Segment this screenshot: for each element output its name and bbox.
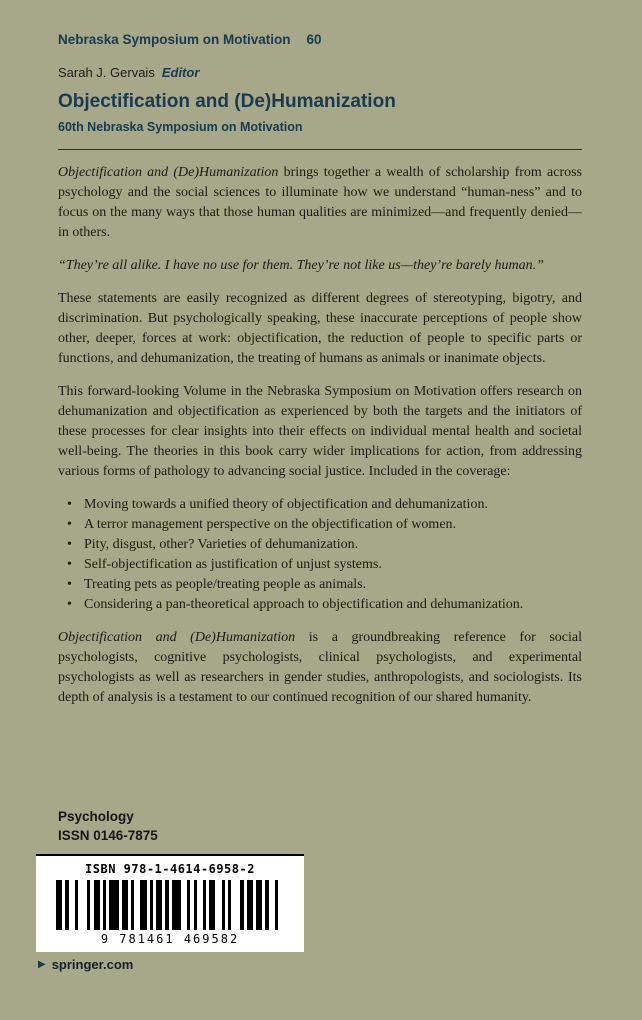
author-name: Sarah J. Gervais: [58, 65, 155, 80]
list-item-text: Considering a pan-theoretical approach to objectification and dehumanization.: [84, 596, 524, 612]
isbn-barcode-box: [36, 854, 304, 952]
title-mention: Objectification and (De)Humanization: [58, 629, 296, 645]
blurb-paragraph-1: [58, 163, 582, 243]
list-item: [58, 595, 582, 615]
epigraph-quote: “They’re all alike. I have no use for them. They’re not like us—they’re barely human.”: [58, 257, 544, 273]
list-item: [58, 495, 582, 515]
list-item-text: Self-objectification as justification of unjust systems.: [84, 556, 382, 572]
coverage-list: [58, 495, 582, 615]
list-item: [58, 535, 582, 555]
list-item-text: A terror management perspective on the objectification of women.: [84, 516, 457, 532]
barcode: [56, 880, 284, 930]
paragraph-text: is a groundbreaking reference for social psychologists, cognitive psychologists, clinical psychologists, and experimental psychologists as well as researchers in gender studies, anthropologists, and sociologists. Its depth of analysis is a testament to our continued recognition of our shared humanity.: [58, 629, 582, 705]
series-title: Nebraska Symposium on Motivation: [58, 32, 291, 47]
bullet-icon: •: [67, 516, 72, 532]
bullet-icon: •: [67, 496, 72, 512]
list-item: [58, 575, 582, 595]
list-item-text: Treating pets as people/treating people as animals.: [84, 576, 367, 592]
author-role: Editor: [161, 65, 200, 80]
publisher-url: springer.com: [51, 957, 134, 972]
publisher-line: [38, 957, 133, 972]
series-number: 60: [306, 32, 322, 47]
list-item: [58, 515, 582, 535]
bullet-icon: •: [67, 576, 72, 592]
blurb-paragraph-3: This forward-looking Volume in the Nebraska Symposium on Motivation offers research on dehumanization and objectification as experienced by both the targets and the initiators of these processes for clear insights into their effects on individual mental health and societal well-being. The theories in this book carry wider implications for action, from addressing various forms of pathology to advancing social justice. Included in the coverage:: [58, 383, 582, 479]
issn-number: ISSN 0146-7875: [58, 828, 158, 843]
book-subtitle: 60th Nebraska Symposium on Motivation: [58, 119, 303, 134]
book-title: Objectification and (De)Humanization: [58, 91, 396, 112]
list-item-text: Pity, disgust, other? Varieties of dehumanization.: [84, 536, 359, 552]
bullet-icon: •: [67, 556, 72, 572]
isbn-digits: 9 781461 469582: [100, 932, 240, 946]
divider-rule: [58, 149, 582, 150]
list-item: [58, 555, 582, 575]
blurb-paragraph-4: [58, 628, 582, 708]
subject-category: Psychology: [58, 809, 134, 824]
isbn-number: ISBN 978-1-4614-6958-2: [85, 862, 255, 876]
list-item-text: Moving towards a unified theory of objectification and dehumanization.: [84, 496, 488, 512]
cover-text-block: [58, 0, 582, 708]
blurb-paragraph-2: These statements are easily recognized as different degrees of stereotyping, bigotry, and discrimination. But psychologically speaking, these inaccurate perceptions of people show other, deeper, forces at work: objectification, the reduction of people to specific parts or functions, and dehumanization, the treating of humans as animals or inanimate objects.: [58, 290, 582, 366]
arrow-icon: ▶: [38, 958, 46, 970]
paragraph-text: brings together a wealth of scholarship from across psychology and the social sciences to illuminate how we understand “human-ness” and to focus on the many ways that those human qualities are minimized—and frequently denied—in others.: [58, 164, 583, 240]
bullet-icon: •: [67, 536, 72, 552]
author-line: [58, 65, 582, 80]
title-mention: Objectification and (De)Humanization: [58, 164, 279, 180]
series-line: [58, 32, 582, 47]
bullet-icon: •: [67, 596, 72, 612]
